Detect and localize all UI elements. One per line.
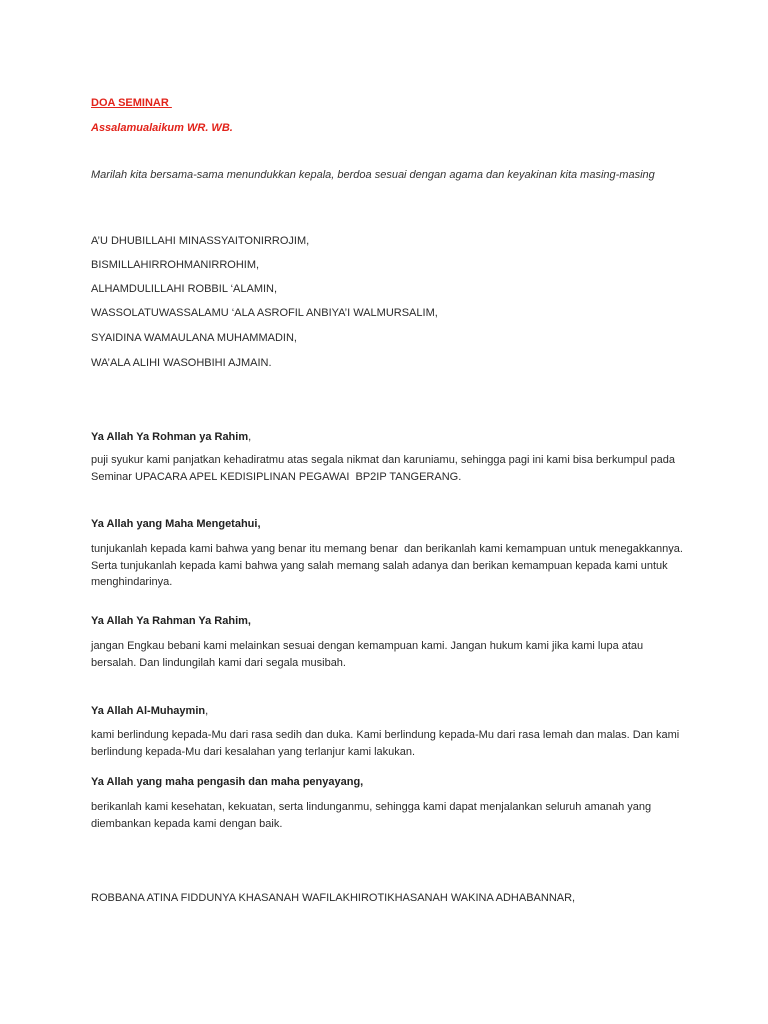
section-heading-text: Ya Allah Ya Rohman ya Rahim [91,431,249,443]
section-body: jangan Engkau bebani kami melainkan sesuai dengan kemampuan kami. Jangan hukum kami jika kami lupa atau bersalah. Dan lindungilah kami dari segala musibah. [91,640,647,669]
section-body: kami berlindung kepada-Mu dari rasa sedih dan duka. Kami berlindung kepada-Mu dari rasa lemah dan malas. Dan kami berlindung kepada-Mu dari kesalahan yang terlanjur kami lakukan. [91,729,683,758]
opening-line: SYAIDINA WAMAULANA MUHAMMADIN, [91,332,297,344]
document-title: DOA SEMINAR [91,97,172,109]
section-heading-text: Ya Allah Al-Muhaymin [91,705,206,717]
section-heading-suffix: , [248,431,252,443]
section-heading-text: Ya Allah yang Maha Mengetahui, [91,518,261,530]
section-body: tunjukanlah kepada kami bahwa yang benar itu memang benar dan berikanlah kami kemampuan untuk menegakkannya. Serta tunjukanlah kepada kami bahwa yang salah memang salah adanya dan berikan kemampuan kepada kami untuk menghindarinya. [91,543,686,588]
intro-paragraph: Marilah kita bersama-sama menundukkan kepala, berdoa sesuai dengan agama dan keyakinan kita masing-masing [91,169,655,181]
section-body: puji syukur kami panjatkan kehadiratmu atas segala nikmat dan karuniamu, sehingga pagi ini kami bisa berkumpul pada Seminar UPACARA APEL KEDISIPLINAN PEGAWAI BP2IP TANGERANG. [91,454,679,483]
section-heading [91,429,691,446]
section-heading [91,774,691,791]
closing-line: ROBBANA ATINA FIDDUNYA KHASANAH WAFILAKHIROTIKHASANAH WAKINA ADHABANNAR, [91,892,576,904]
opening-line: A’U DHUBILLAHI MINASSYAITONIRROJIM, [91,235,310,247]
greeting: Assalamualaikum WR. WB. [91,122,233,134]
section-heading [91,516,691,533]
section-heading-suffix: , [205,705,209,717]
opening-line: ALHAMDULILLAHI ROBBIL ‘ALAMIN, [91,283,278,295]
section-heading-text: Ya Allah Ya Rahman Ya Rahim, [91,615,251,627]
section-heading [91,703,691,720]
section-body: berikanlah kami kesehatan, kekuatan, serta lindunganmu, sehingga kami dapat menjalankan seluruh amanah yang diembankan kepada kami dengan baik. [91,801,655,830]
section-heading-text: Ya Allah yang maha pengasih dan maha penyayang, [91,776,364,788]
opening-line: WASSOLATUWASSALAMU ‘ALA ASROFIL ANBIYA’I WALMURSALIM, [91,307,438,319]
section-heading [91,613,691,630]
opening-line: BISMILLAHIRROHMANIRROHIM, [91,259,260,271]
opening-line: WA’ALA ALIHI WASOHBIHI AJMAIN. [91,357,272,369]
